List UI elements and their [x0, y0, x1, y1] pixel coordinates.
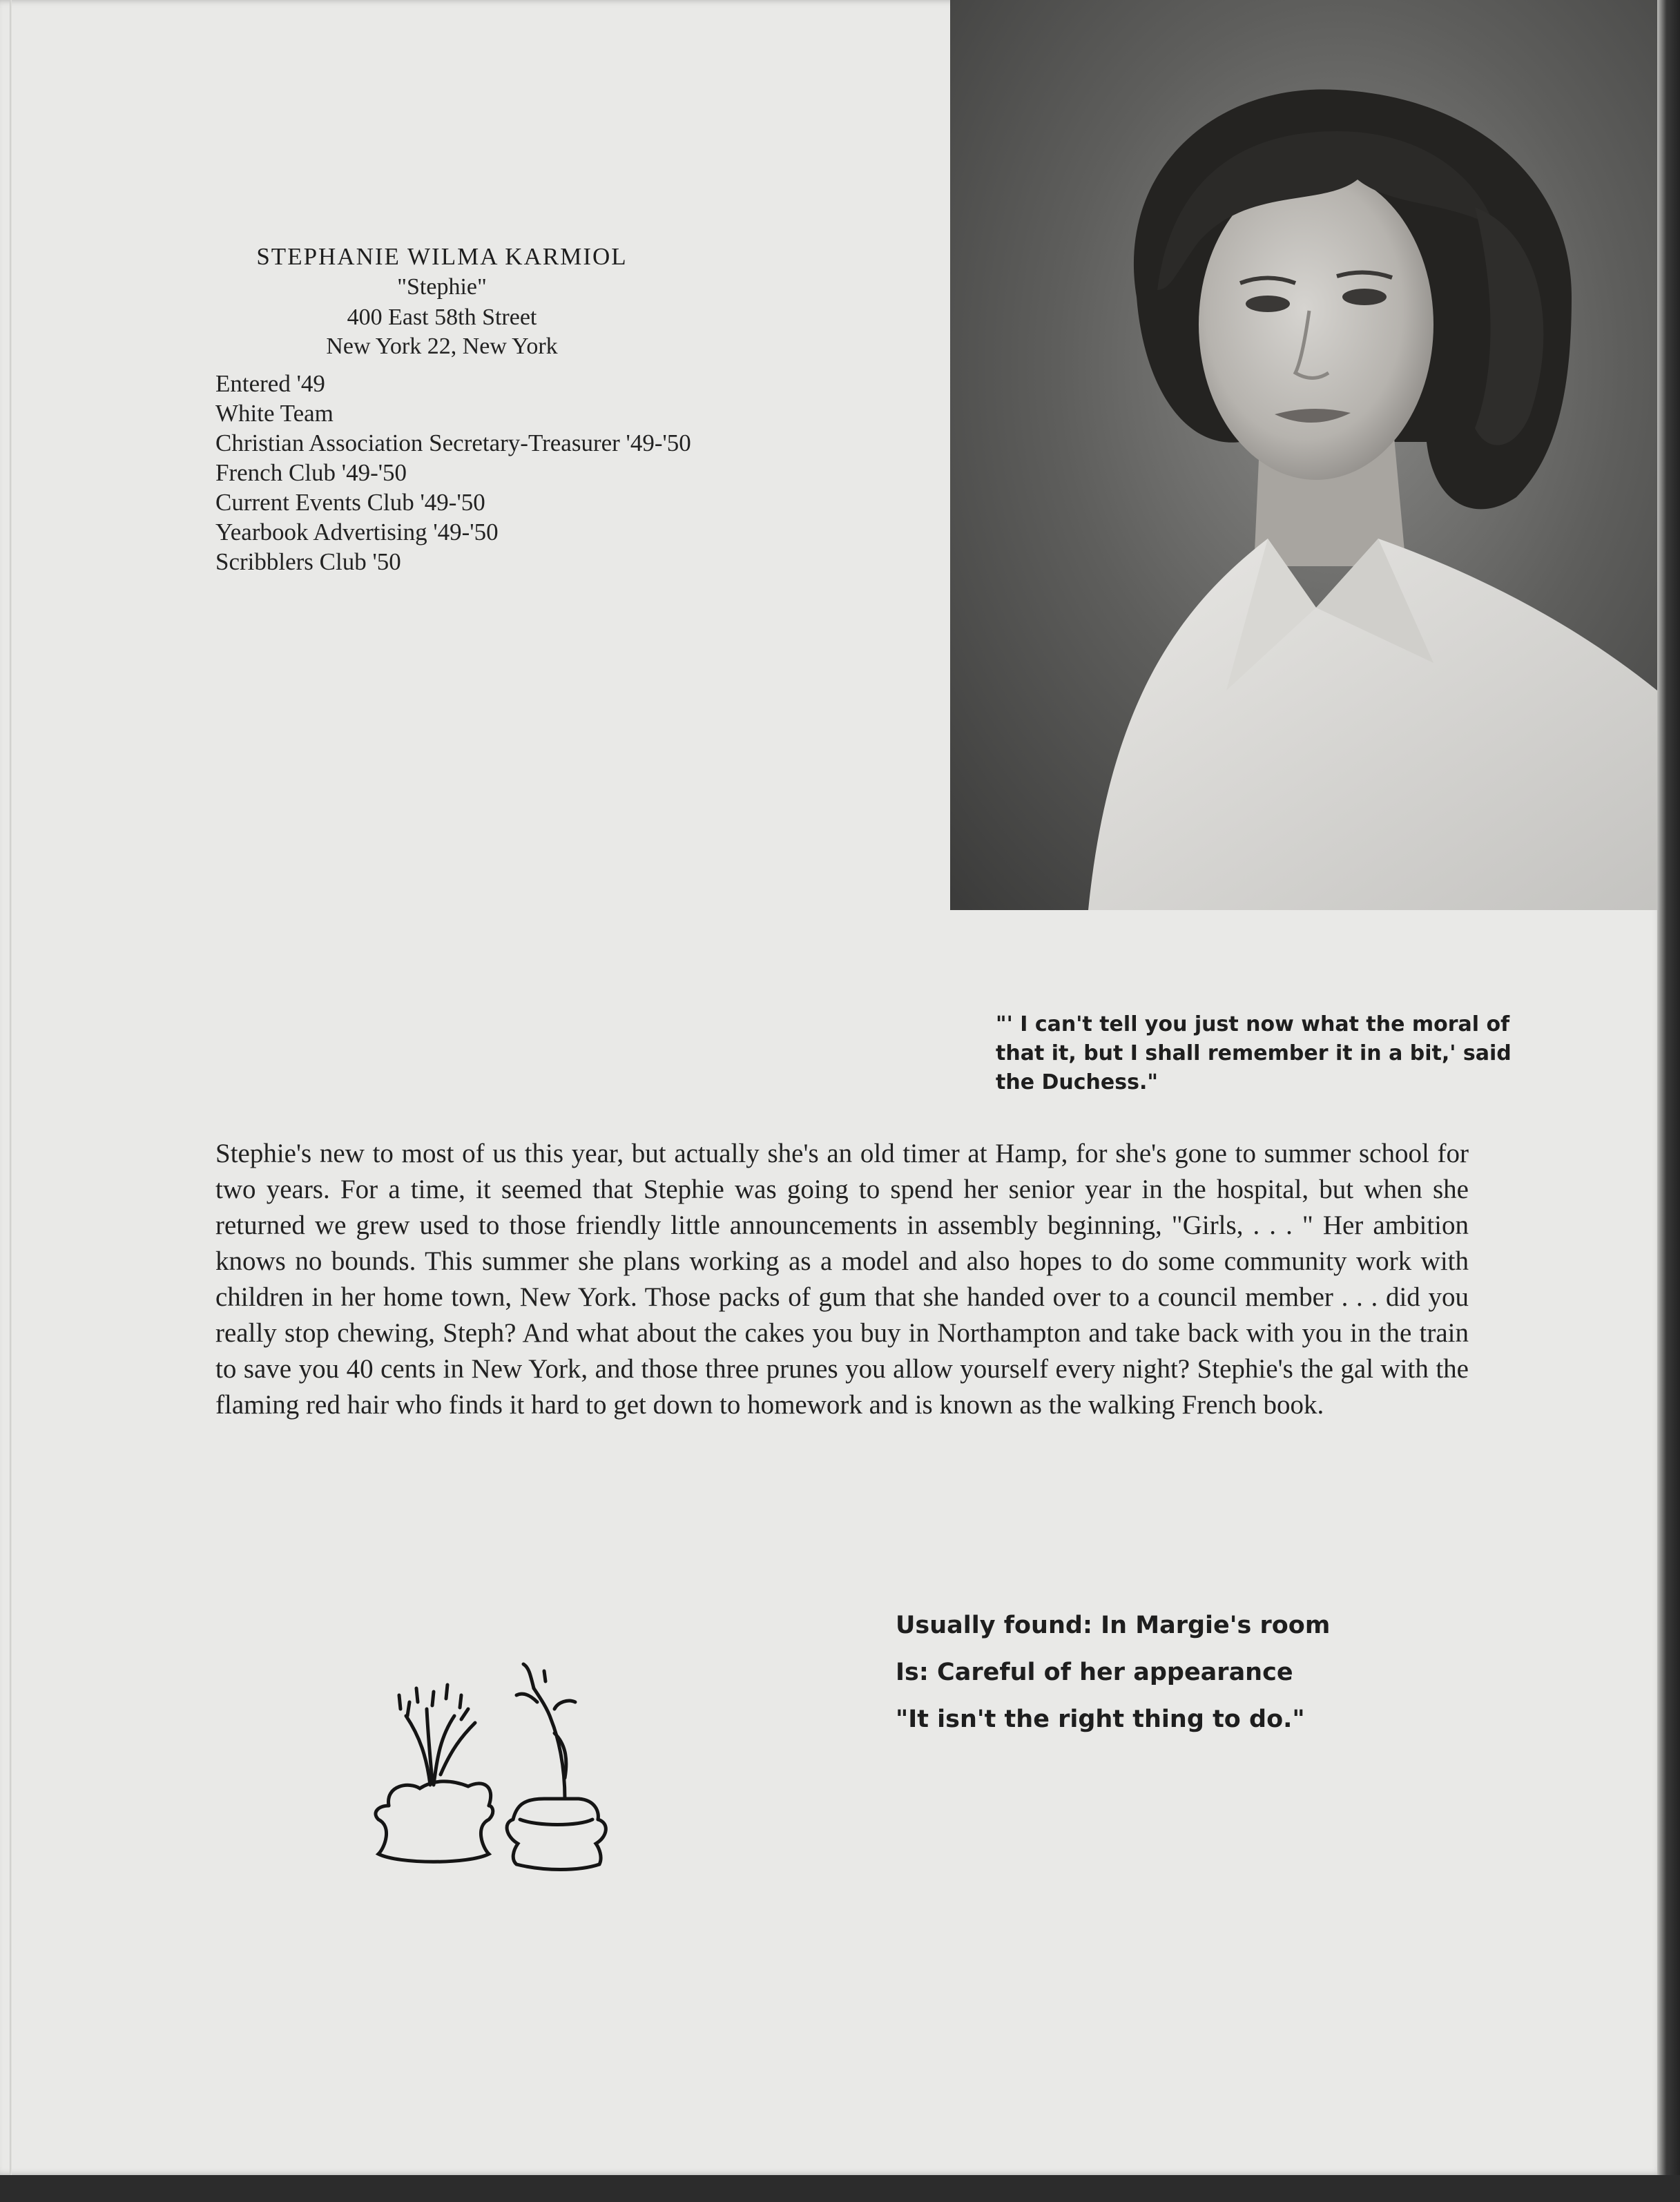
- usually-found: Usually found: In Margie's room: [896, 1612, 1331, 1639]
- quote: "' I can't tell you just now what the moral of that it, but I shall remember it in a bit,' said the Duchess.": [996, 1012, 1512, 1094]
- activity-item: Current Events Club '49-'50: [215, 489, 485, 516]
- activities-list: [215, 369, 837, 577]
- plant-drawing: [358, 1599, 634, 1875]
- activity-item: Entered '49: [215, 370, 325, 397]
- portrait-illustration: [950, 0, 1657, 910]
- page-edge-right: [1657, 0, 1680, 2202]
- favorite-saying: "It isn't the right thing to do.": [896, 1706, 1305, 1733]
- activity-item: French Club '49-'50: [215, 459, 407, 486]
- trait-is: Is: Careful of her appearance: [896, 1659, 1293, 1686]
- student-name: STEPHANIE WILMA KARMIOL: [256, 243, 628, 270]
- potted-plants-sketch: [358, 1599, 634, 1875]
- activity-item: Christian Association Secretary-Treasurer '49-'50: [215, 429, 691, 456]
- nickname: "Stephie": [397, 274, 487, 300]
- city-address: New York 22, New York: [326, 334, 558, 359]
- activity-item: White Team: [215, 400, 334, 427]
- activity-item: Yearbook Advertising '49-'50: [215, 519, 499, 545]
- activity-item: Scribblers Club '50: [215, 548, 401, 575]
- portrait-photo: [950, 0, 1657, 910]
- traits-block: [896, 1602, 1517, 1743]
- page-edge-bottom: [0, 2175, 1680, 2202]
- street-address: 400 East 58th Street: [347, 305, 537, 330]
- page-gutter: [10, 0, 12, 2175]
- biography-paragraph: Stephie's new to most of us this year, but actually she's an old timer at Hamp, for she's gone to summer school for two years. For a time, it seemed that Stephie was going to spend her senior year in the hospital, but when she returned we grew used to those friendly little announcements in assembly beginning, "Girls, . . . " Her ambition knows no bounds. This summer she plans working as a model and also hopes to do some community work with children in her home town, New York. Those packs of gum that she handed over to a council member . . . did you really stop chewing, Steph? And what about the cakes you buy in Northampton and take back with you in the train to save you 40 cents in New York, and those three prunes you allow yourself every night? Stephie's the gal with the flaming red hair who finds it hard to get down to homework and is known as the walking French book.: [215, 1139, 1469, 1420]
